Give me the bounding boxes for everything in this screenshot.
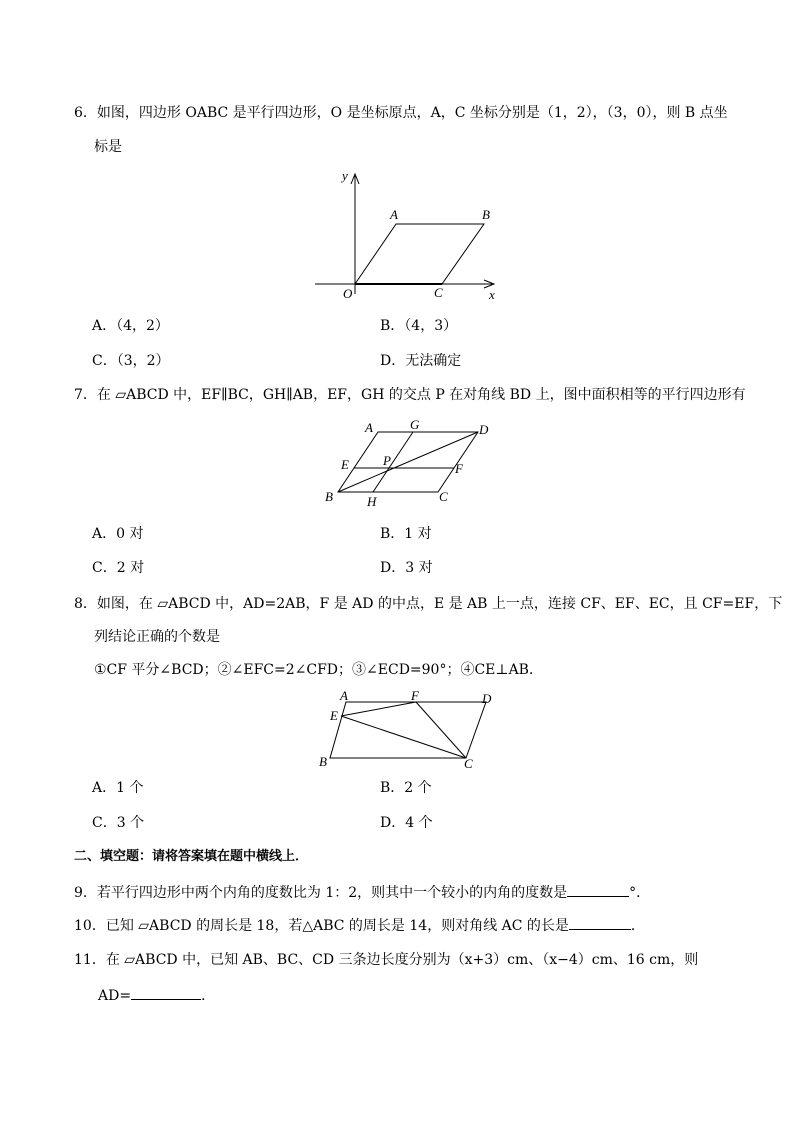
- q8-option-a[interactable]: A．1 个: [92, 780, 144, 796]
- q10-tail: ．: [630, 918, 645, 934]
- q11-stem-line1: 11．在 ▱ABCD 中，已知 AB、BC、CD 三条边长度分别为（x+3）cm、（x−4）cm、16 cm，则: [74, 952, 699, 968]
- section2-heading: 二、填空题：请将答案填在题中横线上．: [74, 849, 309, 864]
- q11-answer-blank[interactable]: [131, 985, 201, 1000]
- q10-answer-blank[interactable]: [569, 915, 631, 930]
- q7-parallelogram-figure: [318, 414, 498, 510]
- label-h: H: [367, 494, 377, 509]
- parallelogram-abcd: [330, 702, 486, 758]
- label-p: P: [383, 453, 391, 468]
- label-a: A: [365, 420, 373, 435]
- label-b: B: [482, 207, 490, 222]
- q9-tail: °．: [629, 885, 651, 901]
- q8-stem-line2: 列结论正确的个数是: [94, 629, 220, 645]
- q11-prefix: AD=: [98, 988, 132, 1004]
- label-d: D: [482, 691, 492, 706]
- label-g: G: [410, 417, 420, 432]
- q8-stem-line1: 8．如图，在 ▱ABCD 中，AD=2AB，F 是 AD 的中点，E 是 AB 上一点，连接 CF、EF、EC，且 CF=EF，下: [74, 596, 783, 612]
- label-e: E: [341, 457, 349, 472]
- q11-tail: ．: [201, 988, 216, 1004]
- q8-option-c[interactable]: C．3 个: [92, 815, 145, 831]
- q9-text: 9．若平行四边形中两个内角的度数比为 1：2，则其中一个较小的内角的度数是: [74, 885, 568, 901]
- label-b: B: [319, 754, 327, 769]
- q6-option-c[interactable]: C．（3，2）: [92, 353, 170, 369]
- q8-parallelogram-figure: [316, 688, 498, 774]
- q6-option-d[interactable]: D．无法确定: [380, 353, 462, 369]
- q9-answer-blank[interactable]: [567, 882, 629, 897]
- q8-stem-line3: ①CF 平分∠BCD；②∠EFC=2∠CFD；③∠ECD=90°；④CE⊥AB．: [94, 662, 543, 678]
- segment-ef: [341, 702, 416, 716]
- label-x: x: [489, 287, 495, 302]
- q6-stem-line2: 标是: [94, 139, 122, 155]
- label-f: F: [455, 461, 463, 476]
- q10-stem: [74, 915, 645, 936]
- q6-coordinate-figure: [310, 166, 500, 306]
- label-d: D: [479, 422, 489, 437]
- label-c: C: [439, 489, 448, 504]
- q9-stem: [74, 882, 650, 903]
- label-f: F: [411, 688, 419, 703]
- q8-option-b[interactable]: B．2 个: [380, 780, 432, 796]
- q7-option-a[interactable]: A．0 对: [92, 526, 144, 542]
- q7-stem-line1: 7．在 ▱ABCD 中，EF∥BC，GH∥AB，EF，GH 的交点 P 在对角线 BD 上，图中面积相等的平行四边形有: [74, 387, 746, 403]
- q8-option-d[interactable]: D．4 个: [380, 815, 433, 831]
- label-y: y: [342, 168, 348, 183]
- label-c: C: [464, 756, 473, 771]
- q6-option-b[interactable]: B．（4，3）: [380, 318, 458, 334]
- q10-text: 10．已知 ▱ABCD 的周长是 18，若△ABC 的周长是 14，则对角线 AC 的长是: [74, 918, 569, 934]
- q7-option-d[interactable]: D．3 对: [380, 560, 433, 576]
- label-a: A: [340, 688, 348, 703]
- label-a: A: [390, 207, 398, 222]
- q6-stem-line1: 6．如图，四边形 OABC 是平行四边形，O 是坐标原点，A，C 坐标分别是（1，2），（3，0），则 B 点坐: [74, 105, 728, 121]
- parallelogram-oabc: [355, 224, 484, 284]
- label-o: O: [343, 286, 353, 301]
- q11-stem-line2: [98, 985, 215, 1006]
- label-c: C: [434, 285, 443, 300]
- q7-option-b[interactable]: B．1 对: [380, 526, 432, 542]
- label-b: B: [325, 489, 333, 504]
- q6-option-a[interactable]: A．（4，2）: [92, 318, 169, 334]
- q7-option-c[interactable]: C．2 对: [92, 560, 145, 576]
- label-e: E: [330, 708, 338, 723]
